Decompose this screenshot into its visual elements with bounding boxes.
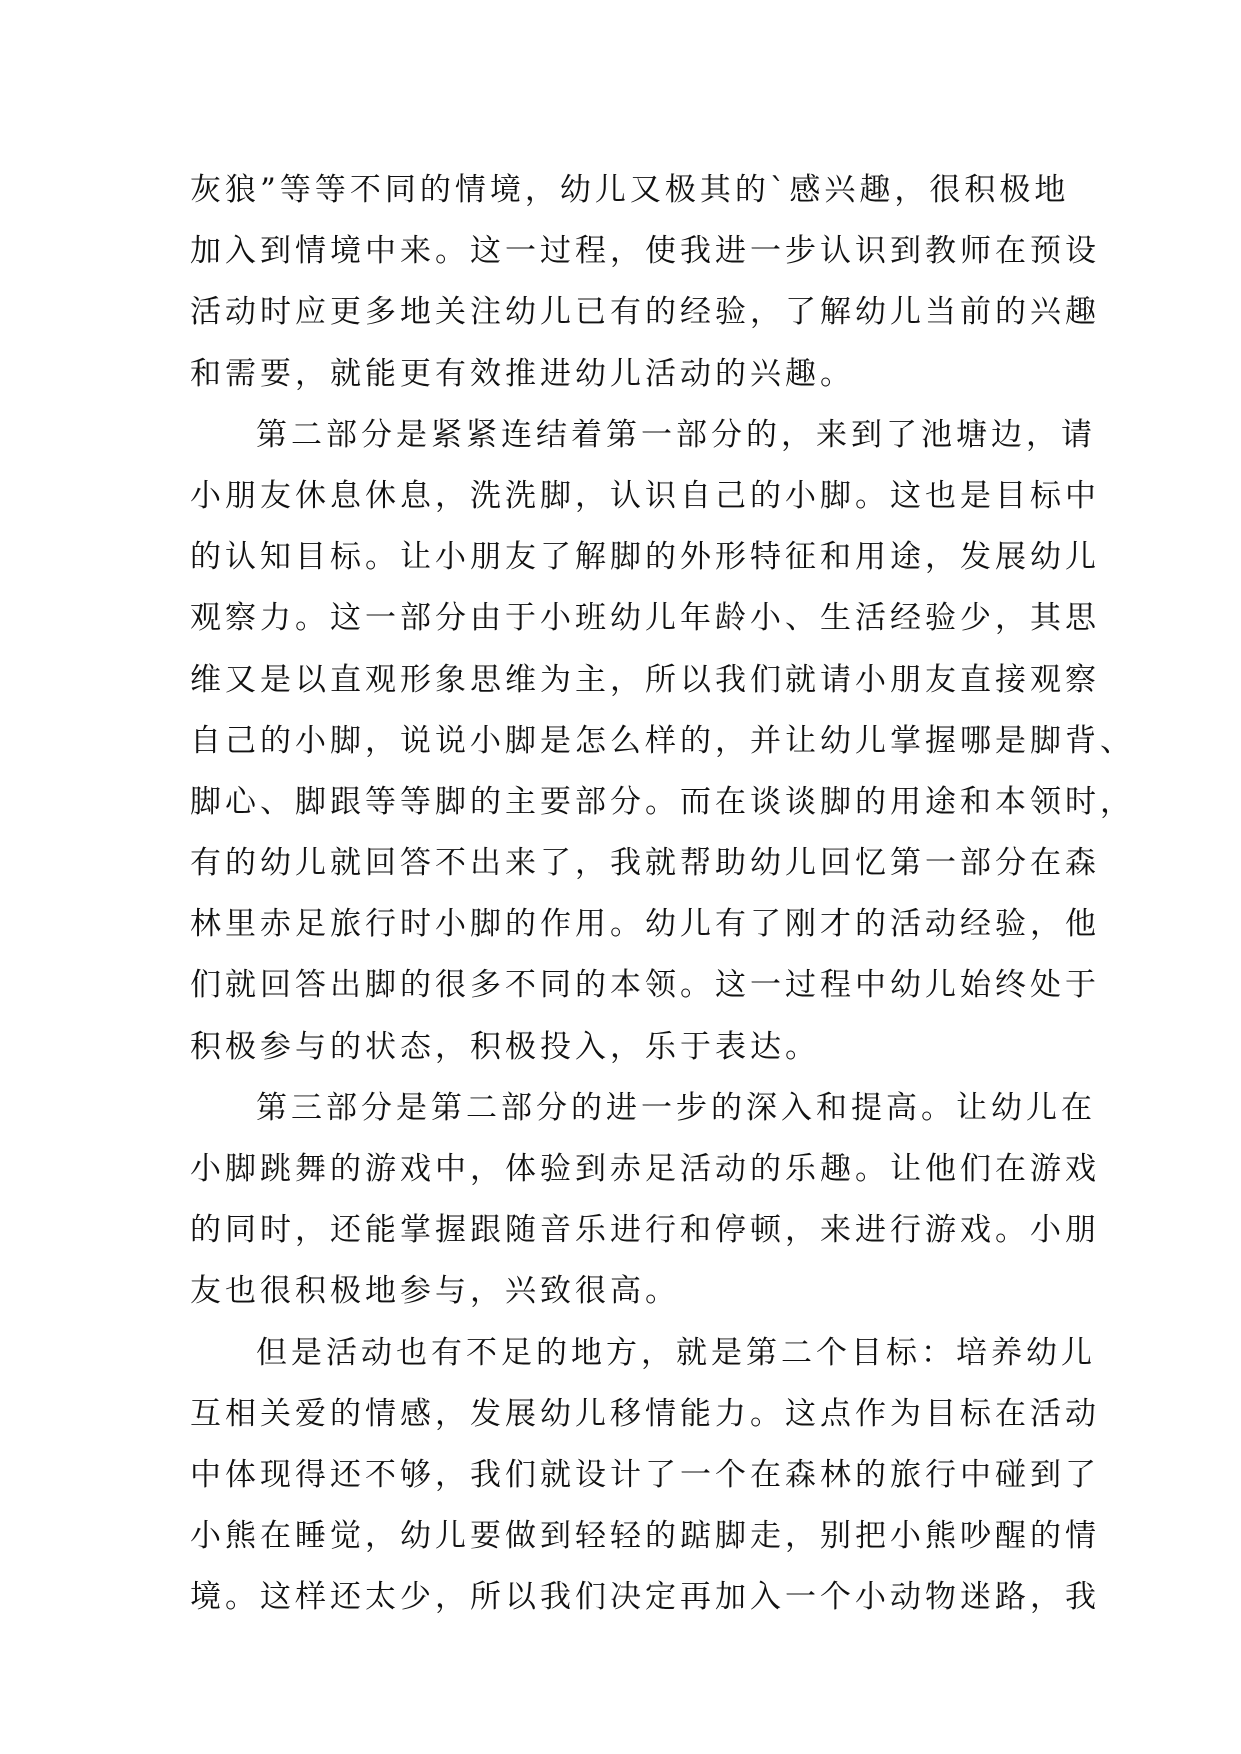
document-body <box>190 160 1135 1629</box>
text-line: 维又是以直观形象思维为主，所以我们就请小朋友直接观察 <box>190 661 1100 698</box>
text-line: 友也很积极地参与，兴致很高。 <box>190 1273 680 1310</box>
text-line: 和需要，就能更有效推进幼儿活动的兴趣。 <box>190 355 855 392</box>
text-line: 中体现得还不够，我们就设计了一个在森林的旅行中碰到了 <box>190 1456 1100 1493</box>
text-line: 小脚跳舞的游戏中，体验到赤足活动的乐趣。让他们在游戏 <box>190 1151 1100 1187</box>
text-line: 积极参与的状态，积极投入，乐于表达。 <box>190 1028 820 1065</box>
text-line: 林里赤足旅行时小脚的作用。幼儿有了刚才的活动经验，他 <box>190 906 1100 943</box>
text-line: 的同时，还能掌握跟随音乐进行和停顿，来进行游戏。小朋 <box>190 1212 1100 1249</box>
paragraph-first-line: 但是活动也有不足的地方，就是第二个目标：培养幼儿 <box>256 1334 1096 1371</box>
text-line: 观察力。这一部分由于小班幼儿年龄小、生活经验少，其思 <box>190 600 1100 637</box>
text-line: 的认知目标。让小朋友了解脚的外形特征和用途，发展幼儿 <box>190 539 1100 576</box>
paragraph-first-line: 第二部分是紧紧连结着第一部分的，来到了池塘边，请 <box>256 416 1096 453</box>
text-line: 加入到情境中来。这一过程，使我进一步认识到教师在预设 <box>190 233 1100 270</box>
text-line: 小熊在睡觉，幼儿要做到轻轻的踮脚走，别把小熊吵醒的情 <box>190 1518 1100 1555</box>
text-line: 小朋友休息休息，洗洗脚，认识自己的小脚。这也是目标中 <box>190 477 1100 514</box>
text-line: 们就回答出脚的很多不同的本领。这一过程中幼儿始终处于 <box>190 967 1100 1004</box>
text-line: 自己的小脚，说说小脚是怎么样的，并让幼儿掌握哪是脚背、 <box>190 722 1135 759</box>
text-line: 脚心、脚跟等等脚的主要部分。而在谈谈脚的用途和本领时， <box>190 783 1135 820</box>
text-line: 互相关爱的情感，发展幼儿移情能力。这点作为目标在活动 <box>190 1395 1100 1432</box>
paragraph-first-line: 第三部分是第二部分的进一步的深入和提高。让幼儿在 <box>256 1089 1096 1126</box>
text-line: 灰狼”等等不同的情境，幼儿又极其的`感兴趣，很积极地 <box>190 172 1070 208</box>
text-line: 境。这样还太少，所以我们决定再加入一个小动物迷路，我 <box>190 1579 1100 1616</box>
text-line: 活动时应更多地关注幼儿已有的经验，了解幼儿当前的兴趣 <box>190 294 1100 331</box>
text-line: 有的幼儿就回答不出来了，我就帮助幼儿回忆第一部分在森 <box>190 845 1100 882</box>
